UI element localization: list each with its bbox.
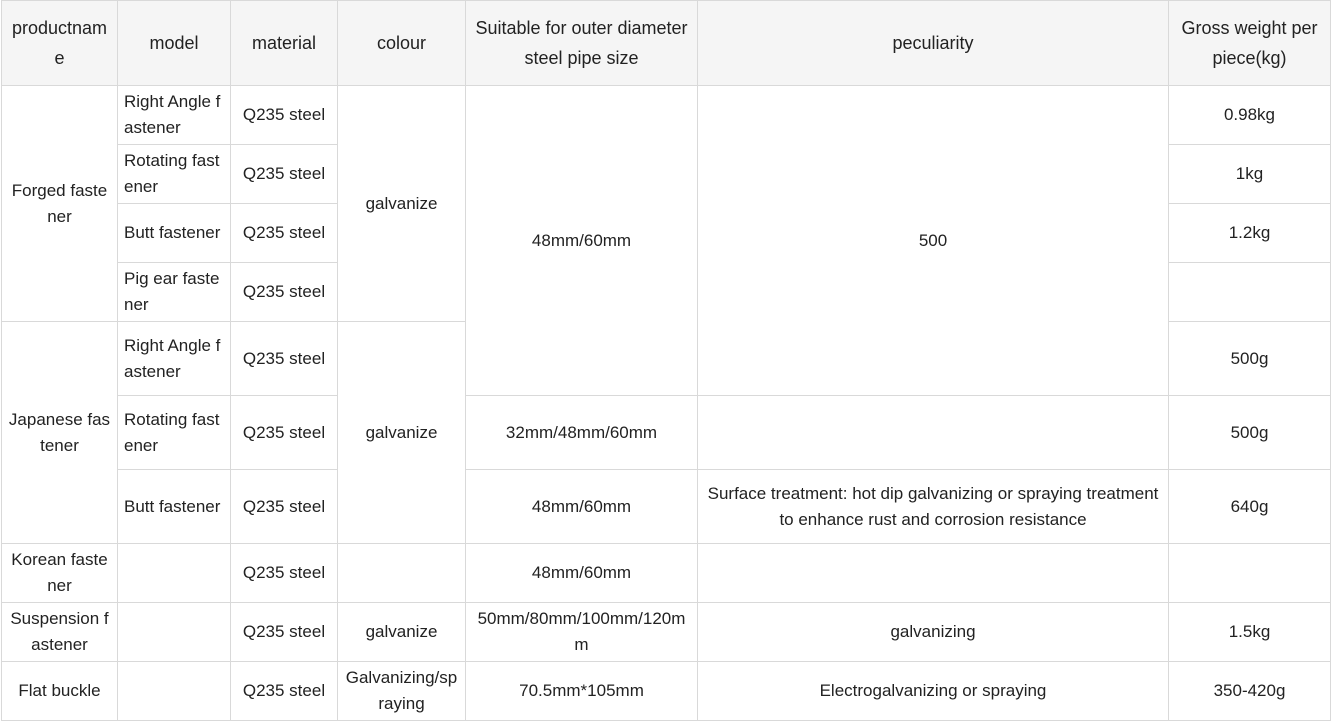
peculiarity-cell	[698, 544, 1169, 603]
model-cell: Right Angle fastener	[118, 322, 231, 396]
pipe-size-cell: 48mm/60mm	[466, 86, 698, 396]
product-name-cell: Japanese fastener	[2, 322, 118, 544]
peculiarity-cell: galvanizing	[698, 603, 1169, 662]
table-row	[2, 86, 1331, 145]
colour-cell: galvanize	[338, 322, 466, 544]
peculiarity-cell: 500	[698, 86, 1169, 396]
weight-cell: 500g	[1169, 322, 1331, 396]
model-cell	[118, 603, 231, 662]
weight-cell: 640g	[1169, 470, 1331, 544]
table-row	[2, 603, 1331, 662]
product-name-cell: Forged fastener	[2, 86, 118, 322]
weight-cell	[1169, 544, 1331, 603]
weight-cell: 1.5kg	[1169, 603, 1331, 662]
material-cell: Q235 steel	[231, 396, 338, 470]
product-name-cell: Korean fastener	[2, 544, 118, 603]
product-name-cell: Flat buckle	[2, 662, 118, 721]
peculiarity-cell: Surface treatment: hot dip galvanizing or spraying treatment to enhance rust and corrosion resistance	[698, 470, 1169, 544]
peculiarity-cell: Electrogalvanizing or spraying	[698, 662, 1169, 721]
material-cell: Q235 steel	[231, 322, 338, 396]
material-cell: Q235 steel	[231, 263, 338, 322]
colour-cell	[338, 544, 466, 603]
header-peculiarity: peculiarity	[698, 1, 1169, 86]
model-cell	[118, 544, 231, 603]
pipe-size-cell: 32mm/48mm/60mm	[466, 396, 698, 470]
model-cell	[118, 662, 231, 721]
header-model: model	[118, 1, 231, 86]
peculiarity-cell	[698, 396, 1169, 470]
pipe-size-cell: 50mm/80mm/100mm/120mm	[466, 603, 698, 662]
material-cell: Q235 steel	[231, 204, 338, 263]
weight-cell: 500g	[1169, 396, 1331, 470]
material-cell: Q235 steel	[231, 603, 338, 662]
weight-cell: 1kg	[1169, 145, 1331, 204]
weight-cell	[1169, 263, 1331, 322]
table-row	[2, 470, 1331, 544]
model-cell: Butt fastener	[118, 204, 231, 263]
weight-cell: 350-420g	[1169, 662, 1331, 721]
weight-cell: 1.2kg	[1169, 204, 1331, 263]
table-row	[2, 396, 1331, 470]
header-colour: colour	[338, 1, 466, 86]
material-cell: Q235 steel	[231, 544, 338, 603]
material-cell: Q235 steel	[231, 86, 338, 145]
header-row	[2, 1, 1331, 86]
material-cell: Q235 steel	[231, 145, 338, 204]
material-cell: Q235 steel	[231, 662, 338, 721]
colour-cell: galvanize	[338, 86, 466, 322]
model-cell: Rotating fastener	[118, 145, 231, 204]
table-row	[2, 662, 1331, 721]
pipe-size-cell: 70.5mm*105mm	[466, 662, 698, 721]
colour-cell: galvanize	[338, 603, 466, 662]
fastener-spec-table	[1, 0, 1331, 721]
pipe-size-cell: 48mm/60mm	[466, 544, 698, 603]
header-pipe-size: Suitable for outer diameter steel pipe size	[466, 1, 698, 86]
model-cell: Rotating fastener	[118, 396, 231, 470]
product-name-cell: Suspension fastener	[2, 603, 118, 662]
weight-cell: 0.98kg	[1169, 86, 1331, 145]
header-weight: Gross weight per piece(kg)	[1169, 1, 1331, 86]
material-cell: Q235 steel	[231, 470, 338, 544]
header-product-name: productname	[2, 1, 118, 86]
model-cell: Butt fastener	[118, 470, 231, 544]
model-cell: Pig ear fastener	[118, 263, 231, 322]
table-row	[2, 544, 1331, 603]
pipe-size-cell: 48mm/60mm	[466, 470, 698, 544]
header-material: material	[231, 1, 338, 86]
model-cell: Right Angle fastener	[118, 86, 231, 145]
colour-cell: Galvanizing/spraying	[338, 662, 466, 721]
